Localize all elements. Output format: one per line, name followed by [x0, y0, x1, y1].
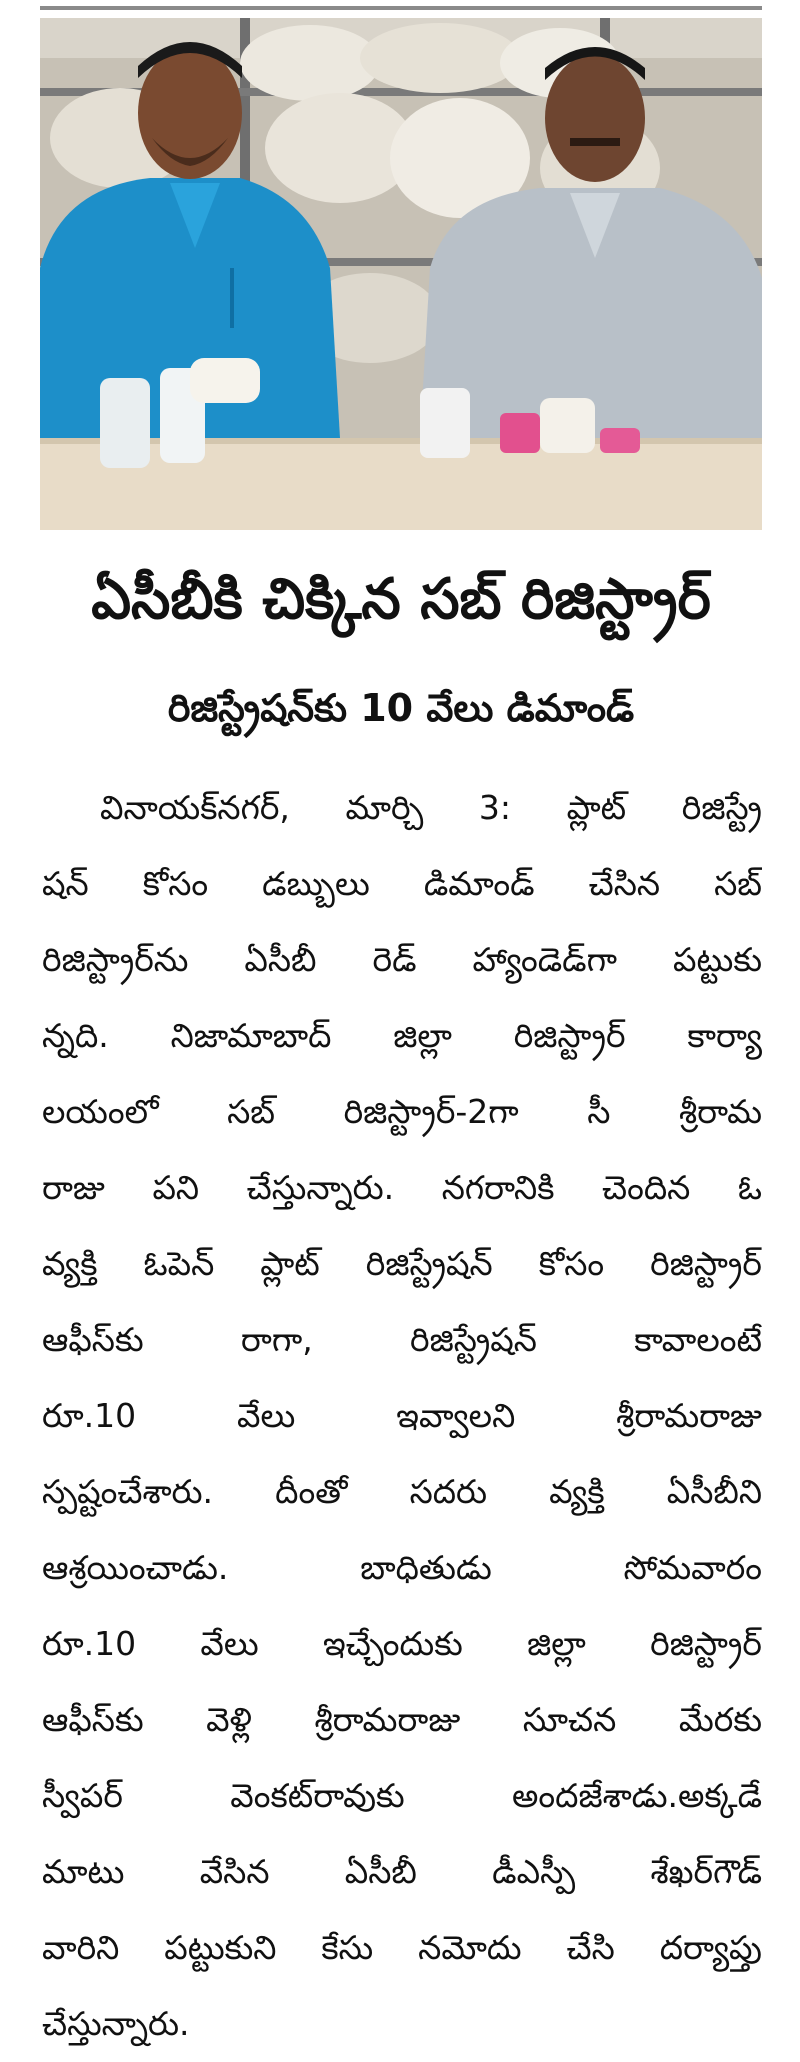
article-body [42, 770, 762, 2062]
body-line: ఆఫీస్‌కు వెళ్లి శ్రీరామరాజు సూచన మేరకు [42, 1700, 762, 1739]
body-line: స్పష్టంచేశారు. దీంతో సదరు వ్యక్తి ఏసీబీని [42, 1472, 762, 1511]
news-photo [40, 18, 762, 530]
top-rule [40, 6, 762, 10]
subheadline: రిజిస్ట్రేషన్‌కు 10 వేలు డిమాండ్‌ [167, 686, 635, 730]
body-line: రిజిస్ట్రార్‌ను ఏసీబీ రెడ్‌ హ్యాండెడ్‌గా పట్టుకు [42, 940, 762, 979]
body-line: న్నది. నిజామాబాద్‌ జిల్లా రిజిస్ట్రార్‌ కార్యా [42, 1016, 762, 1055]
body-line: ఆశ్రయించాడు. బాధితుడు సోమవారం [42, 1548, 762, 1587]
body-line: రూ.10 వేలు ఇవ్వాలని శ్రీరామరాజు [42, 1396, 762, 1435]
body-line: చేస్తున్నారు. [42, 2004, 190, 2043]
headline: ఏసీబీకి చిక్కిన సబ్‌ రిజిస్ట్రార్‌ [91, 567, 711, 632]
body-line: రాజు పని చేస్తున్నారు. నగరానికి చెందిన ఓ [42, 1168, 762, 1207]
body-line: స్వీపర్‌ వెంకట్‌రావుకు అందజేశాడు.అక్కడే [42, 1776, 762, 1815]
body-line: షన్‌ కోసం డబ్బులు డిమాండ్‌ చేసిన సబ్‌ [42, 864, 762, 903]
body-line: వారిని పట్టుకుని కేసు నమోదు చేసి దర్యాప్తు [42, 1928, 762, 1967]
body-line: లయంలో సబ్‌ రిజిస్ట్రార్‌-2గా సీ శ్రీరామ [42, 1092, 762, 1131]
body-line: వ్యక్తి ఓపెన్‌ ప్లాట్‌ రిజిస్ట్రేషన్‌ కోసం రిజిస్ట్రార్‌ [42, 1244, 762, 1283]
body-line: వినాయక్‌నగర్‌, మార్చి 3: ప్లాట్‌ రిజిస్ట్రే [100, 788, 762, 827]
body-line: రూ.10 వేలు ఇచ్చేందుకు జిల్లా రిజిస్ట్రార్‌ [42, 1624, 762, 1663]
body-line: ఆఫీస్‌కు రాగా, రిజిస్ట్రేషన్‌ కావాలంటే [42, 1320, 762, 1359]
body-line: మాటు వేసిన ఏసీబీ డీఎస్పీ శేఖర్‌గౌడ్‌ [42, 1852, 762, 1891]
